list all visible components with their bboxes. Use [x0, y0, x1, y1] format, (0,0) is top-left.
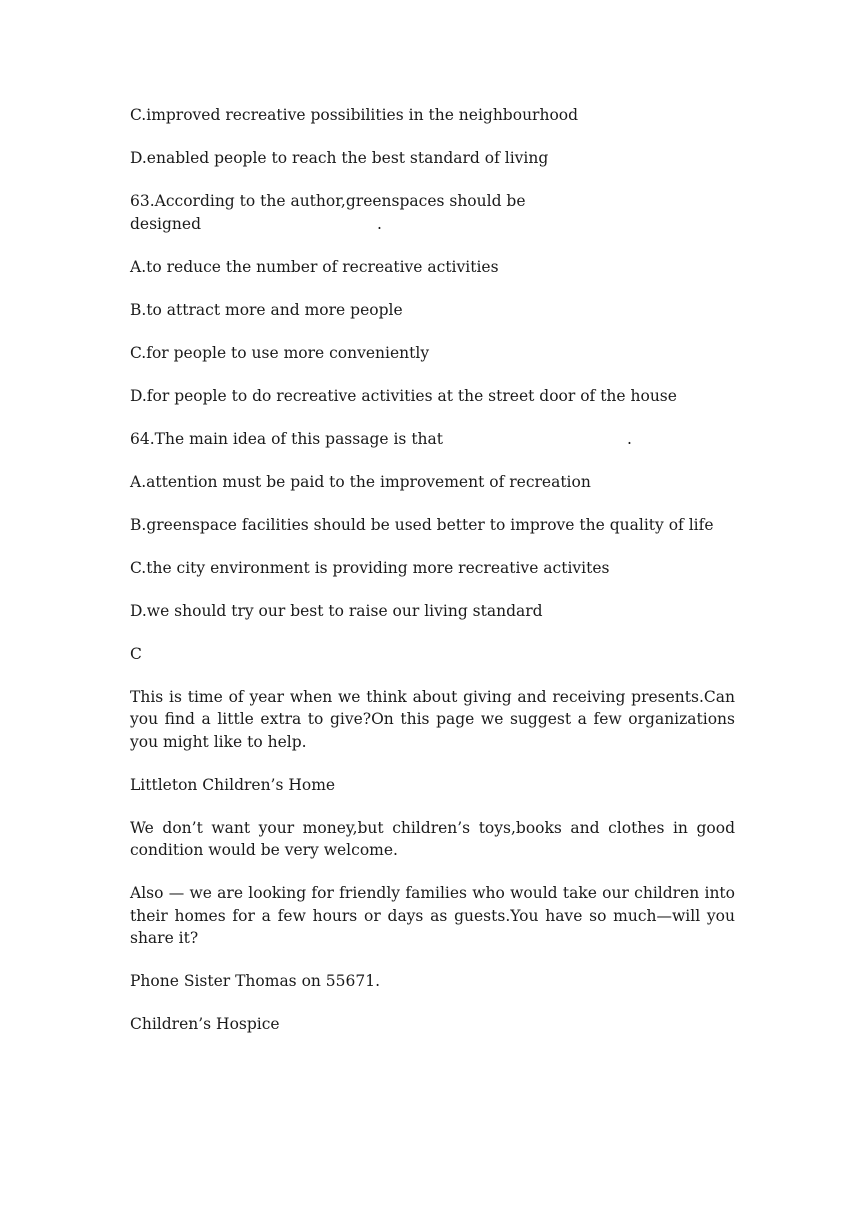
- q64-option-c: C.the city environment is providing more recreative activites: [130, 558, 610, 577]
- q62-option-d: D.enabled people to reach the best standard of living: [130, 149, 549, 167]
- org-title-hospice: Children’s Hospice: [130, 1015, 280, 1033]
- org-title-littleton: Littleton Children’s Home: [130, 775, 336, 794]
- org-paragraph: Also — we are looking for friendly families who would take our children into their homes for a few hours or days as guests.You have so much—will you share it?: [130, 884, 740, 947]
- q63-stem-line1: 63.According to the author,greenspaces should be: [130, 192, 526, 210]
- q62-option-c: C.improved recreative possibilities in the neighbourhood: [130, 106, 579, 124]
- q63-option-a: A.to reduce the number of recreative activities: [130, 257, 499, 276]
- org-paragraph: We don’t want your money,but children’s toys,books and clothes in good condition would be very welcome.: [130, 818, 740, 859]
- q63-stem-end: .: [377, 214, 382, 233]
- org-phone: Phone Sister Thomas on 55671.: [130, 972, 381, 990]
- q63-option-b: B.to attract more and more people: [130, 300, 403, 319]
- q64-option-b: B.greenspace facilities should be used better to improve the quality of life: [130, 515, 714, 534]
- passage-intro: This is time of year when we think about giving and receiving presents.Can you find a little extra to give?On this page we suggest a few organizations you might like to help.: [130, 687, 740, 751]
- q63-option-d: D.for people to do recreative activities at the street door of the house: [130, 386, 677, 405]
- q64-option-a: A.attention must be paid to the improvement of recreation: [130, 472, 591, 491]
- q64-stem: [130, 428, 735, 451]
- q64-stem-text: 64.The main idea of this passage is that: [130, 429, 443, 448]
- q64-stem-end: .: [627, 429, 632, 448]
- q63-stem: [130, 190, 735, 235]
- section-label: C: [130, 644, 142, 663]
- q64-option-d: D.we should try our best to raise our living standard: [130, 601, 543, 620]
- q63-option-c: C.for people to use more conveniently: [130, 343, 430, 362]
- q63-stem-line2: designed: [130, 214, 202, 233]
- document-page: [130, 104, 740, 1056]
